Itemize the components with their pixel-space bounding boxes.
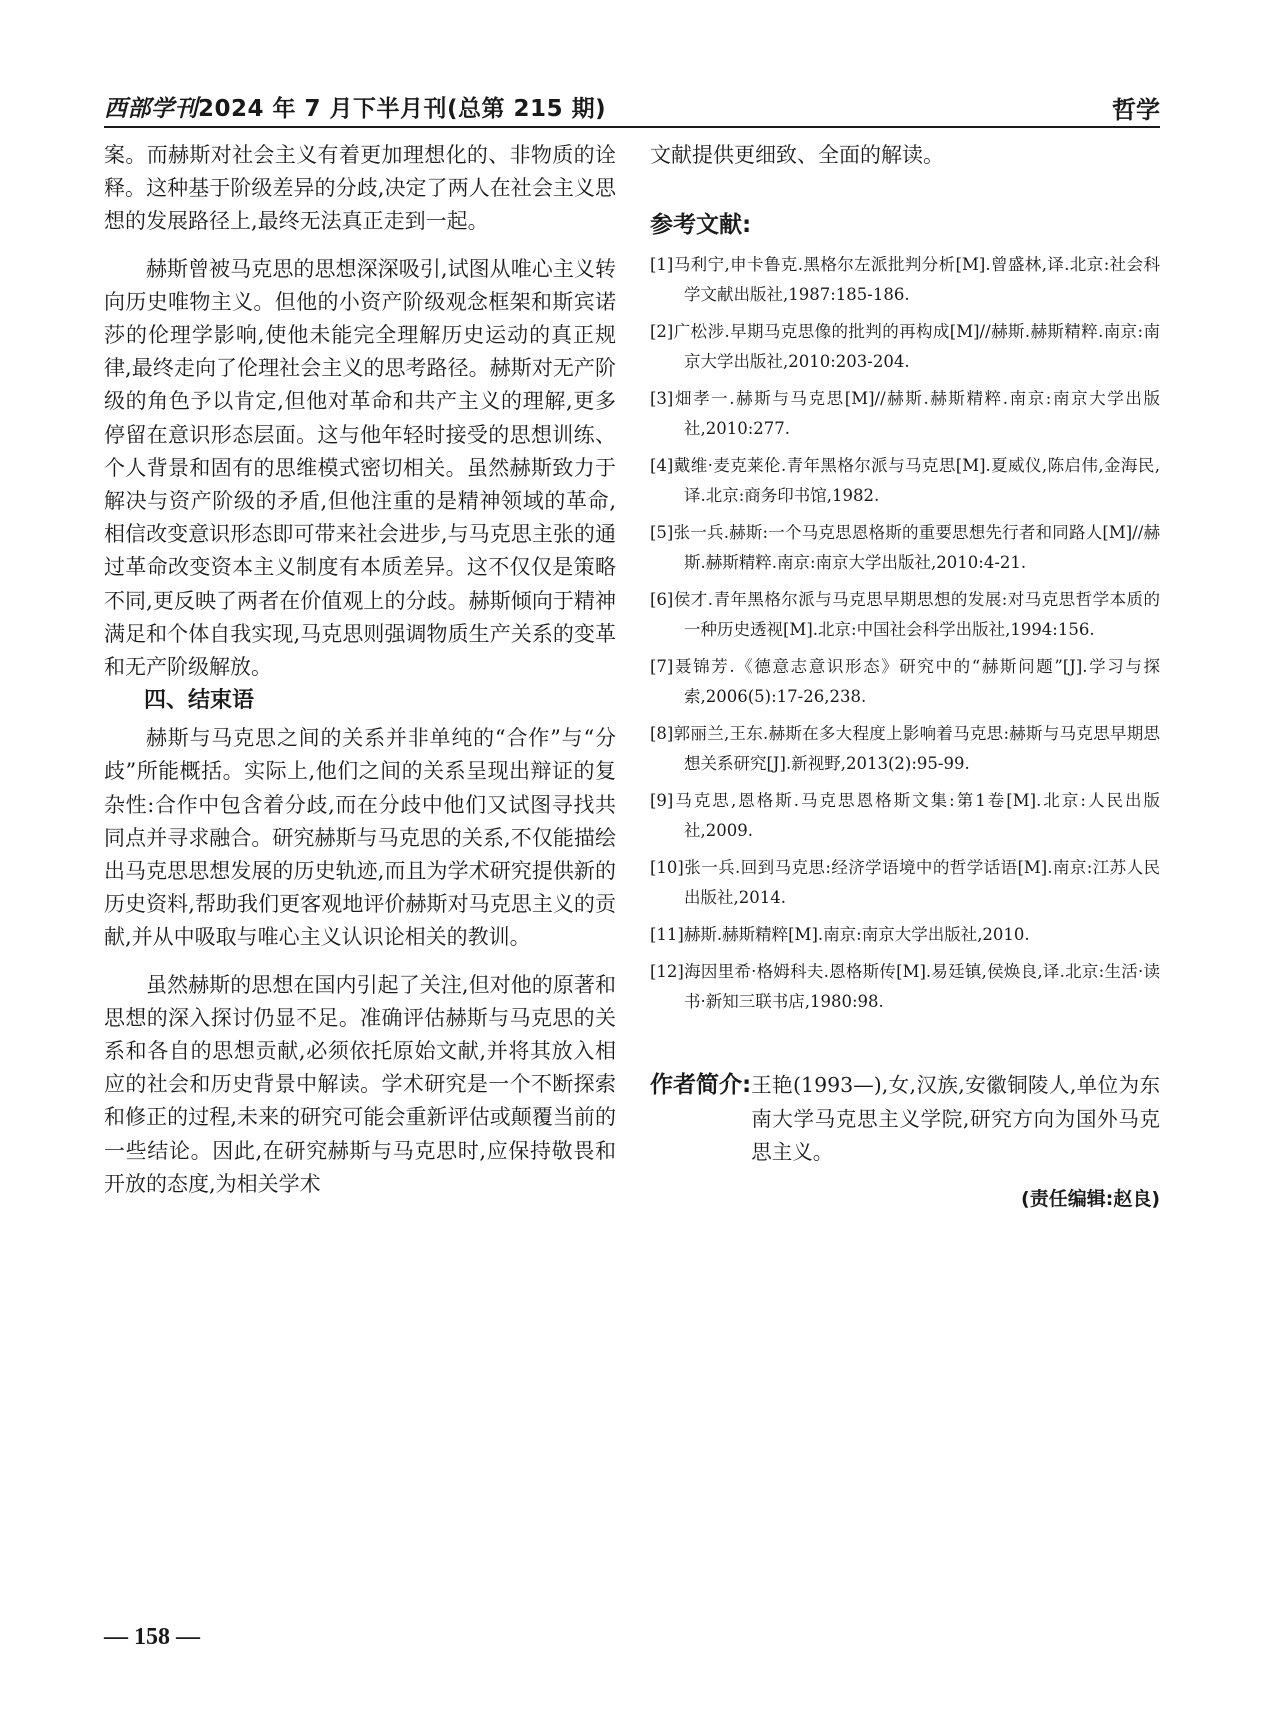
- section-heading: 四、结束语: [144, 688, 255, 714]
- page-header: [104, 90, 1160, 124]
- author-bio-text: 王艳(1993—),女,汉族,安徽铜陵人,单位为东南大学马克思主义学院,研究方向为国外马克思主义。: [751, 1073, 1160, 1164]
- author-bio: [650, 1069, 1160, 1170]
- section-label: 哲学: [1112, 96, 1160, 124]
- body-paragraph: 赫斯与马克思之间的关系并非单纯的“合作”与“分歧”所能概括。实际上,他们之间的关系呈现出辩证的复杂性:合作中包含着分歧,而在分歧中他们又试图寻找共同点并寻求融合。研究赫斯与马克思的关系,不仅能描绘出马克思思想发展的历史轨迹,而且为学术研究提供新的历史资料,帮助我们更客观地评价赫斯对马克思主义的贡献,并从中吸取与唯心主义认识论相关的教训。: [104, 726, 616, 950]
- header-rule: [104, 126, 1160, 128]
- reference-item: [6]侯才.青年黑格尔派与马克思早期思想的发展:对马克思哲学本质的一种历史透视[M].北京:中国社会科学出版社,1994:156.: [650, 590, 1160, 639]
- issue-info: 2024 年 7 月下半月刊(总第 215 期): [198, 96, 607, 122]
- left-column: [104, 139, 616, 1201]
- reference-item: [10]张一兵.回到马克思:经济学语境中的哲学话语[M].南京:江苏人民出版社,2014.: [650, 858, 1160, 907]
- body-paragraph-continuation: 文献提供更细致、全面的解读。: [650, 143, 944, 167]
- body-paragraph: 案。而赫斯对社会主义有着更加理想化的、非物质的诠释。这种基于阶级差异的分歧,决定了两人在社会主义思想的发展路径上,最终无法真正走到一起。: [104, 143, 616, 234]
- references-list: [650, 250, 1160, 1017]
- reference-item: [4]戴维·麦克莱伦.青年黑格尔派与马克思[M].夏威仪,陈启伟,金海民,译.北京:商务印书馆,1982.: [650, 456, 1160, 505]
- responsible-editor: (责任编辑:赵良): [1021, 1187, 1160, 1210]
- reference-item: [7]聂锦芳.《德意志意识形态》研究中的“赫斯问题”[J].学习与探索,2006(5):17-26,238.: [650, 657, 1160, 706]
- page-number: — 158 —: [104, 1624, 200, 1650]
- references-title: 参考文献:: [650, 212, 752, 238]
- author-bio-label: 作者简介:: [650, 1072, 752, 1098]
- reference-item: [11]赫斯.赫斯精粹[M].南京:南京大学出版社,2010.: [650, 925, 1030, 944]
- reference-item: [5]张一兵.赫斯:一个马克思恩格斯的重要思想先行者和同路人[M]//赫斯.赫斯精粹.南京:南京大学出版社,2010:4-21.: [650, 523, 1160, 572]
- journal-logo: 西部学刊: [104, 95, 198, 122]
- reference-item: [9]马克思,恩格斯.马克思恩格斯文集:第1卷[M].北京:人民出版社,2009.: [650, 791, 1160, 840]
- body-paragraph: 赫斯曾被马克思的思想深深吸引,试图从唯心主义转向历史唯物主义。但他的小资产阶级观念框架和斯宾诺莎的伦理学影响,使他未能完全理解历史运动的真正规律,最终走向了伦理社会主义的思考路径。赫斯对无产阶级的角色予以肯定,但他对革命和共产主义的理解,更多停留在意识形态层面。这与他年轻时接受的思想训练、个人背景和固有的思维模式密切相关。虽然赫斯致力于解决与资产阶级的矛盾,但他注重的是精神领域的革命,相信改变意识形态即可带来社会进步,与马克思主张的通过革命改变资本主义制度有本质差异。这不仅仅是策略不同,更反映了两者在价值观上的分歧。赫斯倾向于精神满足和个体自我实现,马克思则强调物质生产关系的变革和无产阶级解放。: [104, 256, 616, 680]
- reference-item: [12]海因里希·格姆科夫.恩格斯传[M].易廷镇,侯焕良,译.北京:生活·读书·新知三联书店,1980:98.: [650, 962, 1160, 1011]
- reference-item: [2]广松涉.早期马克思像的批判的再构成[M]//赫斯.赫斯精粹.南京:南京大学出版社,2010:203-204.: [650, 322, 1160, 371]
- reference-item: [3]畑孝一.赫斯与马克思[M]//赫斯.赫斯精粹.南京:南京大学出版社,2010:277.: [650, 389, 1160, 438]
- body-paragraph: 虽然赫斯的思想在国内引起了关注,但对他的原著和思想的深入探讨仍显不足。准确评估赫斯与马克思的关系和各自的思想贡献,必须依托原始文献,并将其放入相应的社会和历史背景中解读。学术研究是一个不断探索和修正的过程,未来的研究可能会重新评估或颠覆当前的一些结论。因此,在研究赫斯与马克思时,应保持敬畏和开放的态度,为相关学术: [104, 972, 616, 1196]
- reference-item: [1]马利宁,申卡鲁克.黑格尔左派批判分析[M].曾盛林,译.北京:社会科学文献出版社,1987:185-186.: [650, 255, 1160, 304]
- right-column: [650, 139, 1160, 1211]
- journal-issue-line: [104, 90, 606, 123]
- reference-item: [8]郭丽兰,王东.赫斯在多大程度上影响着马克思:赫斯与马克思早期思想关系研究[J].新视野,2013(2):95-99.: [650, 724, 1160, 773]
